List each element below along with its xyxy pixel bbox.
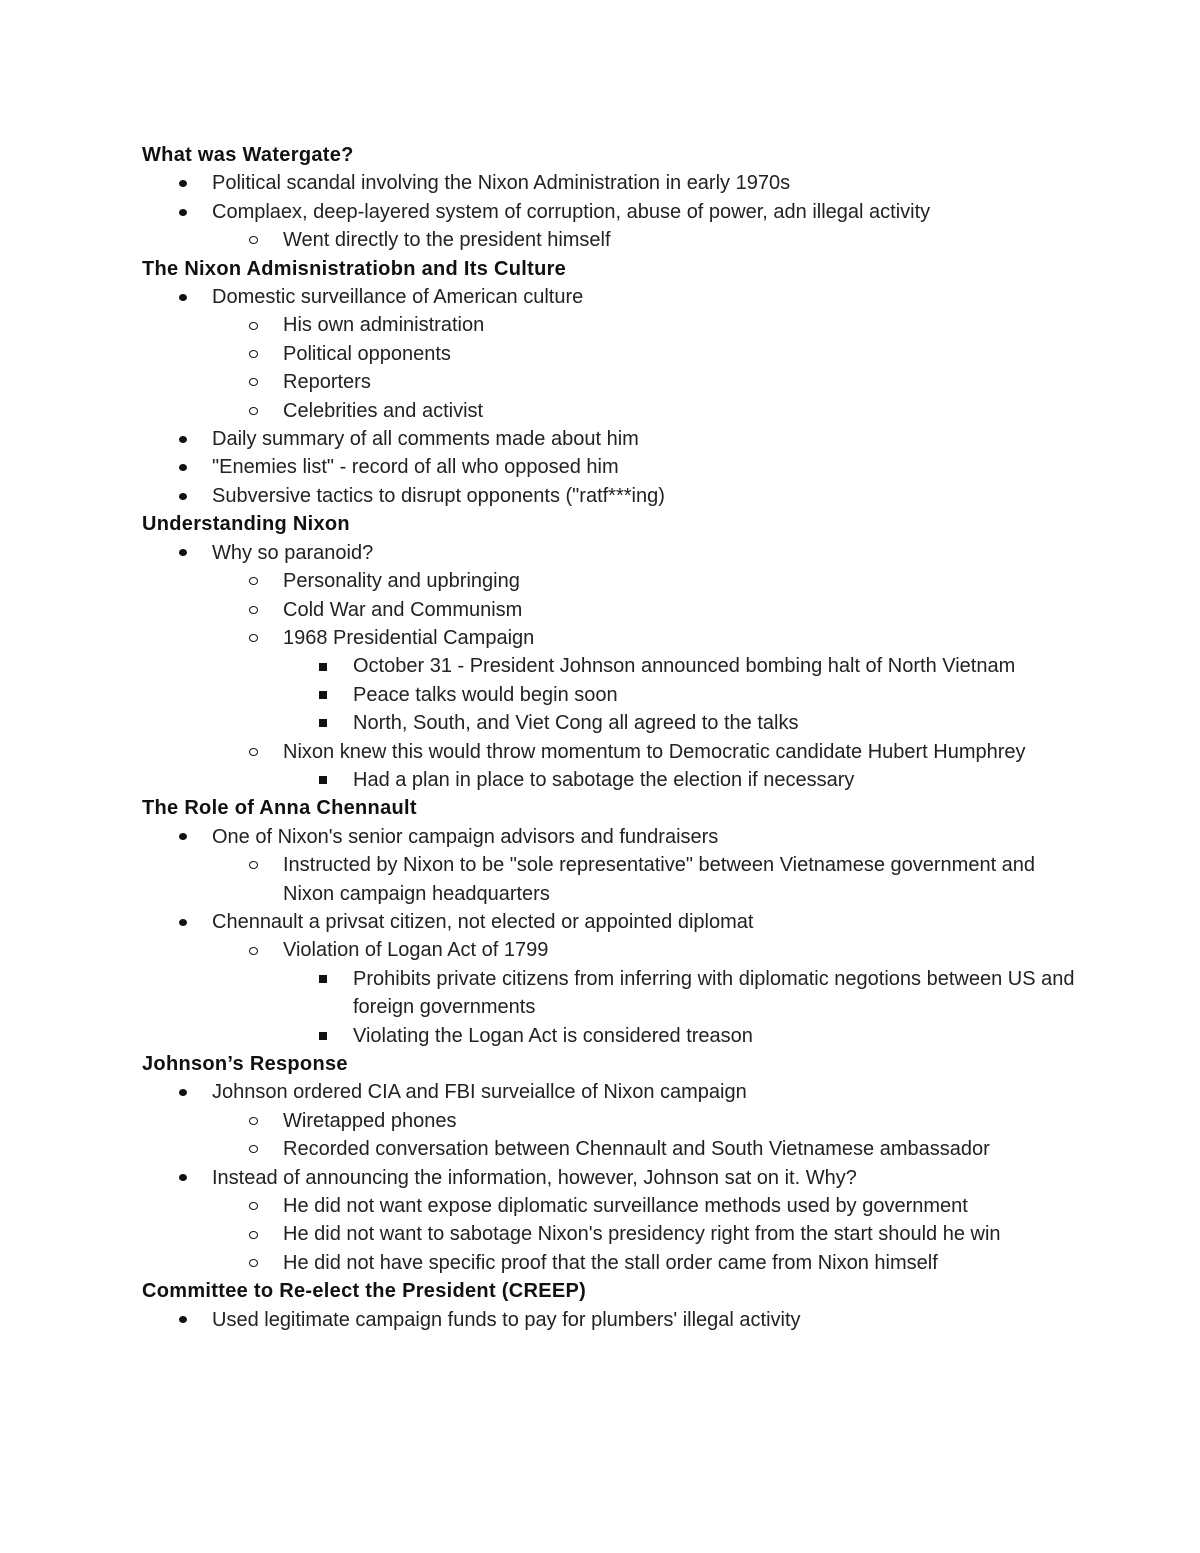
bullet-text: Instructed by Nixon to be "sole representative" between Vietnamese government and Nixon campaign headquarters <box>283 854 1036 905</box>
disc-bullet-icon <box>179 539 187 567</box>
circle-bullet-icon <box>249 1220 258 1248</box>
bullet-item-level-3 <box>142 681 1082 709</box>
bullet-item-level-3 <box>142 965 1082 1022</box>
disc-bullet-icon <box>179 908 187 936</box>
bullet-text: Political scandal involving the Nixon Administration in early 1970s <box>212 172 791 195</box>
circle-bullet-icon <box>249 340 258 368</box>
bullet-item-level-1 <box>142 198 1082 226</box>
bullet-text: His own administration <box>283 314 485 337</box>
square-bullet-icon <box>319 965 327 993</box>
bullet-item-level-2 <box>142 851 1082 908</box>
bullet-text: Violating the Logan Act is considered treason <box>353 1024 753 1047</box>
bullet-text: 1968 Presidential Campaign <box>283 626 535 649</box>
circle-bullet-icon <box>249 738 258 766</box>
bullet-item-level-1 <box>142 425 1082 453</box>
bullet-item-level-1 <box>142 1164 1082 1192</box>
circle-bullet-icon <box>249 1135 258 1163</box>
bullet-text: Reporters <box>283 371 371 394</box>
bullet-text: One of Nixon's senior campaign advisors and fundraisers <box>212 825 719 848</box>
bullet-text: Johnson ordered CIA and FBI surveiallce of Nixon campaign <box>212 1081 747 1104</box>
bullet-text: Nixon knew this would throw momentum to Democratic candidate Hubert Humphrey <box>283 740 1026 763</box>
disc-bullet-icon <box>179 283 187 311</box>
section-heading: The Role of Anna Chennault <box>142 797 417 820</box>
bullet-item-level-1 <box>142 169 1082 197</box>
bullet-item-level-2 <box>142 936 1082 964</box>
document-body <box>142 141 1082 1334</box>
section-heading: The Nixon Admisnistratiobn and Its Culture <box>142 257 567 280</box>
bullet-item-level-1 <box>142 283 1082 311</box>
disc-bullet-icon <box>179 198 187 226</box>
bullet-item-level-3 <box>142 766 1082 794</box>
section-heading: Understanding Nixon <box>142 513 350 536</box>
bullet-text: He did not have specific proof that the stall order came from Nixon himself <box>283 1251 938 1274</box>
bullet-item-level-3 <box>142 652 1082 680</box>
bullet-text: Celebrities and activist <box>283 399 484 422</box>
bullet-item-level-2 <box>142 624 1082 652</box>
bullet-text: Domestic surveillance of American culture <box>212 286 584 309</box>
bullet-item-level-1 <box>142 482 1082 510</box>
square-bullet-icon <box>319 1022 327 1050</box>
bullet-text: Instead of announcing the information, however, Johnson sat on it. Why? <box>212 1166 857 1189</box>
disc-bullet-icon <box>179 453 187 481</box>
circle-bullet-icon <box>249 1192 258 1220</box>
bullet-item-level-1 <box>142 453 1082 481</box>
circle-bullet-icon <box>249 368 258 396</box>
bullet-text: Prohibits private citizens from inferring with diplomatic negotions between US and foreign governments <box>353 967 1075 1019</box>
section-heading: What was Watergate? <box>142 144 354 166</box>
bullet-text: Daily summary of all comments made about him <box>212 428 639 451</box>
bullet-item-level-1 <box>142 1078 1082 1106</box>
bullet-item-level-3 <box>142 709 1082 737</box>
disc-bullet-icon <box>179 425 187 453</box>
disc-bullet-icon <box>179 1164 187 1192</box>
bullet-item-level-1 <box>142 539 1082 567</box>
bullet-item-level-1 <box>142 908 1082 936</box>
bullet-item-level-2 <box>142 397 1082 425</box>
circle-bullet-icon <box>249 1107 258 1135</box>
bullet-text: Chennault a privsat citizen, not elected or appointed diplomat <box>212 910 754 933</box>
circle-bullet-icon <box>249 567 258 595</box>
section-heading: Committee to Re-elect the President (CREEP) <box>142 1280 587 1303</box>
bullet-text: October 31 - President Johnson announced bombing halt of North Vietnam <box>353 655 1016 678</box>
disc-bullet-icon <box>179 169 187 197</box>
circle-bullet-icon <box>249 624 258 652</box>
section-heading: Johnson’s Response <box>142 1053 348 1075</box>
circle-bullet-icon <box>249 1249 258 1277</box>
square-bullet-icon <box>319 681 327 709</box>
bullet-text: Why so paranoid? <box>212 541 374 564</box>
square-bullet-icon <box>319 709 327 737</box>
bullet-text: Went directly to the president himself <box>283 229 611 252</box>
bullet-text: Complaex, deep-layered system of corruption, abuse of power, adn illegal activity <box>212 200 931 223</box>
circle-bullet-icon <box>249 596 258 624</box>
bullet-item-level-2 <box>142 226 1082 254</box>
bullet-text: Cold War and Communism <box>283 598 523 621</box>
bullet-item-level-2 <box>142 596 1082 624</box>
bullet-item-level-2 <box>142 311 1082 339</box>
bullet-text: Wiretapped phones <box>283 1109 457 1132</box>
bullet-item-level-2 <box>142 1107 1082 1135</box>
square-bullet-icon <box>319 766 327 794</box>
bullet-item-level-2 <box>142 738 1082 766</box>
bullet-text: North, South, and Viet Cong all agreed to the talks <box>353 712 799 735</box>
disc-bullet-icon <box>179 823 187 851</box>
disc-bullet-icon <box>179 482 187 510</box>
circle-bullet-icon <box>249 226 258 254</box>
bullet-item-level-1 <box>142 823 1082 851</box>
bullet-item-level-2 <box>142 1249 1082 1277</box>
bullet-text: Recorded conversation between Chennault and South Vietnamese ambassador <box>283 1138 990 1161</box>
bullet-item-level-2 <box>142 368 1082 396</box>
bullet-item-level-3 <box>142 1022 1082 1050</box>
bullet-text: Used legitimate campaign funds to pay for plumbers' illegal activity <box>212 1308 801 1331</box>
bullet-text: He did not want expose diplomatic surveillance methods used by government <box>283 1195 968 1218</box>
bullet-item-level-2 <box>142 1192 1082 1220</box>
disc-bullet-icon <box>179 1306 187 1334</box>
bullet-text: Peace talks would begin soon <box>353 683 618 706</box>
bullet-text: Subversive tactics to disrupt opponents ("ratf***ing) <box>212 484 665 507</box>
bullet-text: He did not want to sabotage Nixon's presidency right from the start should he win <box>283 1223 1001 1246</box>
bullet-text: Violation of Logan Act of 1799 <box>283 939 549 962</box>
bullet-text: Political opponents <box>283 342 451 365</box>
bullet-item-level-2 <box>142 1135 1082 1163</box>
bullet-text: "Enemies list" - record of all who opposed him <box>212 456 619 479</box>
circle-bullet-icon <box>249 397 258 425</box>
bullet-text: Personality and upbringing <box>283 570 520 593</box>
square-bullet-icon <box>319 652 327 680</box>
circle-bullet-icon <box>249 936 258 964</box>
bullet-item-level-2 <box>142 567 1082 595</box>
circle-bullet-icon <box>249 851 258 879</box>
disc-bullet-icon <box>179 1078 187 1106</box>
bullet-item-level-2 <box>142 340 1082 368</box>
bullet-item-level-1 <box>142 1306 1082 1334</box>
bullet-text: Had a plan in place to sabotage the election if necessary <box>353 768 855 791</box>
circle-bullet-icon <box>249 311 258 339</box>
bullet-item-level-2 <box>142 1220 1082 1248</box>
